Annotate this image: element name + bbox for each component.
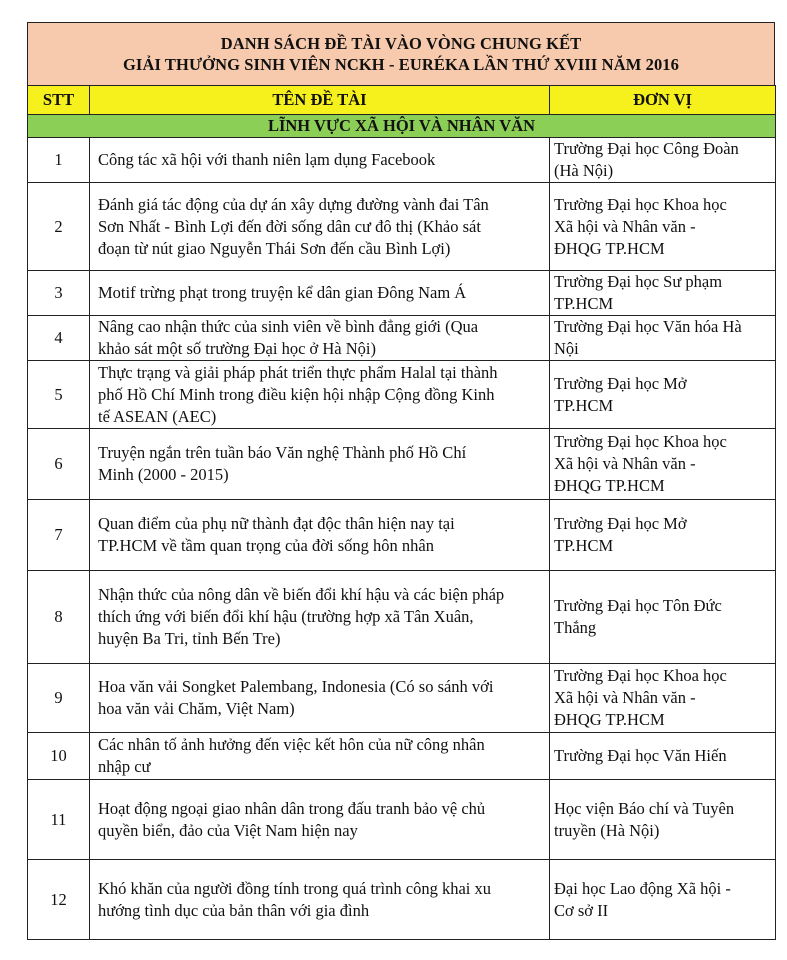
- row-topic-line: TP.HCM về tầm quan trọng của đời sống hôn nhân: [98, 536, 434, 555]
- row-topic: [90, 183, 550, 271]
- row-unit-line: ĐHQG TP.HCM: [554, 476, 665, 495]
- row-unit-line: Trường Đại học Khoa học: [554, 194, 727, 214]
- row-topic-line: Minh (2000 - 2015): [98, 465, 229, 484]
- row-stt: 10: [28, 733, 90, 780]
- row-unit: [550, 271, 776, 316]
- row-topic: [90, 429, 550, 500]
- row-topic: [90, 571, 550, 664]
- row-topic-line: Nâng cao nhận thức của sinh viên về bình đẳng giới (Qua: [98, 317, 479, 336]
- row-unit-line: Trường Đại học Văn Hiến: [554, 746, 727, 765]
- row-unit-line: Trường Đại học Công Đoàn: [554, 139, 739, 158]
- document-sheet: [27, 22, 775, 940]
- row-unit-line: Xã hội và Nhân văn -: [554, 688, 696, 707]
- row-topic-line: Truyện ngắn trên tuần báo Văn nghệ Thành phố Hồ Chí: [98, 443, 467, 462]
- header-stt: STT: [28, 86, 90, 115]
- row-topic: [90, 500, 550, 571]
- title-line-1: DANH SÁCH ĐỀ TÀI VÀO VÒNG CHUNG KẾT: [220, 34, 582, 53]
- row-unit-line: TP.HCM: [554, 395, 614, 415]
- row-unit-line: Đại học Lao động Xã hội -: [554, 878, 731, 898]
- title-line-2: GIẢI THƯỞNG SINH VIÊN NCKH - EURÉKA LẦN THỨ XVIII NĂM 2016: [122, 55, 680, 74]
- row-unit: [550, 860, 776, 940]
- row-unit-line: ĐHQG TP.HCM: [554, 238, 665, 258]
- table-row: [28, 733, 776, 780]
- row-topic-line: tế ASEAN (AEC): [98, 406, 217, 426]
- table-row: [28, 271, 776, 316]
- row-unit-line: truyền (Hà Nội): [554, 820, 660, 840]
- row-topic-line: hoa văn vải Chăm, Việt Nam): [98, 699, 295, 718]
- row-unit-line: Trường Đại học Khoa học: [554, 666, 727, 685]
- row-unit-line: ĐHQG TP.HCM: [554, 710, 665, 729]
- row-unit-line: Trường Đại học Khoa học: [554, 432, 727, 451]
- row-unit-line: Học viện Báo chí và Tuyên: [554, 798, 735, 818]
- row-unit: [550, 500, 776, 571]
- row-topic-line: Motif trừng phạt trong truyện kể dân gian Đông Nam Á: [98, 283, 467, 302]
- row-topic-line: quyền biển, đảo của Việt Nam hiện nay: [98, 820, 358, 840]
- row-unit: [550, 780, 776, 860]
- row-topic: [90, 664, 550, 733]
- row-unit-line: TP.HCM: [554, 294, 614, 313]
- row-topic: [90, 361, 550, 429]
- row-stt: 9: [28, 664, 90, 733]
- row-unit-line: Thắng: [554, 618, 597, 637]
- row-topic-line: Sơn Nhất - Bình Lợi đến đời sống dân cư đô thị (Khảo sát: [98, 216, 481, 236]
- row-stt: 3: [28, 271, 90, 316]
- row-topic: [90, 780, 550, 860]
- row-unit-line: Xã hội và Nhân văn -: [554, 454, 696, 473]
- table-row: [28, 183, 776, 271]
- row-topic-line: phố Hồ Chí Minh trong điều kiện hội nhập Cộng đồng Kinh: [98, 384, 495, 404]
- row-stt: 5: [28, 361, 90, 429]
- table-row: [28, 138, 776, 183]
- row-unit-line: TP.HCM: [554, 536, 614, 555]
- table-body: [28, 115, 776, 940]
- row-unit-line: Xã hội và Nhân văn -: [554, 216, 696, 236]
- row-unit: [550, 183, 776, 271]
- row-topic-line: thích ứng với biến đổi khí hậu (trường hợp xã Tân Xuân,: [98, 607, 474, 626]
- row-unit-line: Trường Đại học Văn hóa Hà: [554, 317, 742, 336]
- row-topic-line: đoạn từ nút giao Nguyễn Thái Sơn đến cầu Bình Lợi): [98, 238, 451, 258]
- row-unit-line: Trường Đại học Sư phạm: [554, 272, 723, 291]
- row-topic-line: hướng tình dục của bản thân với gia đình: [98, 900, 370, 920]
- row-unit: [550, 429, 776, 500]
- header-unit: ĐƠN VỊ: [550, 86, 776, 115]
- row-unit-line: Trường Đại học Mở: [554, 514, 687, 533]
- row-stt: 7: [28, 500, 90, 571]
- row-unit: [550, 571, 776, 664]
- row-topic: [90, 316, 550, 361]
- row-topic-line: huyện Ba Tri, tỉnh Bến Tre): [98, 629, 281, 648]
- row-topic-line: Đánh giá tác động của dự án xây dựng đường vành đai Tân: [98, 194, 489, 214]
- table-row: [28, 316, 776, 361]
- row-topic-line: khảo sát một số trường Đại học ở Hà Nội): [98, 339, 376, 358]
- row-topic: [90, 860, 550, 940]
- table-row: [28, 780, 776, 860]
- table-row: [28, 429, 776, 500]
- table-row: [28, 860, 776, 940]
- row-unit-line: Trường Đại học Mở: [554, 373, 687, 393]
- row-stt: 4: [28, 316, 90, 361]
- row-stt: 6: [28, 429, 90, 500]
- row-topic-line: Quan điểm của phụ nữ thành đạt độc thân hiện nay tại: [98, 514, 455, 533]
- row-unit: [550, 316, 776, 361]
- table-row: [28, 664, 776, 733]
- row-unit: [550, 138, 776, 183]
- table-row: [28, 500, 776, 571]
- section-row: [28, 115, 776, 138]
- row-topic: [90, 138, 550, 183]
- row-unit-line: Cơ sở II: [554, 900, 609, 920]
- row-unit-line: Nội: [554, 339, 579, 358]
- row-unit: [550, 664, 776, 733]
- row-stt: 11: [28, 780, 90, 860]
- header-topic: TÊN ĐỀ TÀI: [90, 86, 550, 115]
- topic-table: [27, 85, 776, 940]
- row-topic-line: Nhận thức của nông dân về biến đổi khí hậu và các biện pháp: [98, 585, 505, 604]
- row-unit: [550, 361, 776, 429]
- row-unit-line: (Hà Nội): [554, 161, 614, 180]
- title-block: [27, 22, 775, 85]
- header-row: [28, 86, 776, 115]
- row-unit-line: Trường Đại học Tôn Đức: [554, 596, 722, 615]
- row-unit: [550, 733, 776, 780]
- row-topic: [90, 733, 550, 780]
- table-row: [28, 361, 776, 429]
- row-topic-line: Thực trạng và giải pháp phát triển thực phẩm Halal tại thành: [98, 362, 498, 382]
- row-topic-line: nhập cư: [98, 757, 151, 776]
- row-topic-line: Công tác xã hội với thanh niên lạm dụng Facebook: [98, 150, 436, 169]
- row-stt: 12: [28, 860, 90, 940]
- table-row: [28, 571, 776, 664]
- row-topic-line: Các nhân tố ảnh hưởng đến việc kết hôn của nữ công nhân: [98, 735, 485, 754]
- row-topic-line: Hoa văn vải Songket Palembang, Indonesia (Có so sánh với: [98, 677, 494, 696]
- row-topic: [90, 271, 550, 316]
- row-stt: 1: [28, 138, 90, 183]
- row-topic-line: Hoạt động ngoại giao nhân dân trong đấu tranh bảo vệ chủ: [98, 798, 486, 818]
- row-topic-line: Khó khăn của người đồng tính trong quá trình công khai xu: [98, 878, 491, 898]
- row-stt: 8: [28, 571, 90, 664]
- row-stt: 2: [28, 183, 90, 271]
- section-label: LĨNH VỰC XÃ HỘI VÀ NHÂN VĂN: [28, 115, 776, 138]
